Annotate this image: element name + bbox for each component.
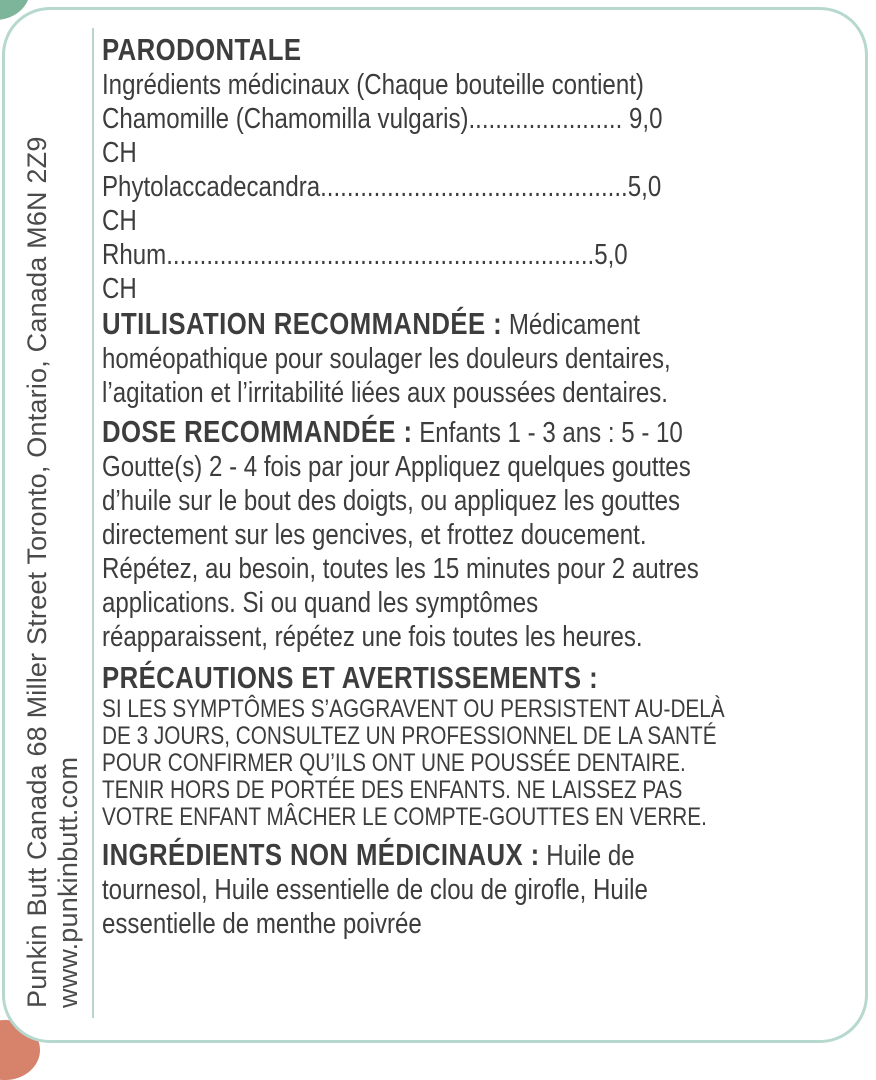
dose-line: réapparaissent, répétez une fois toutes les heures. <box>102 621 643 653</box>
warning-line: POUR CONFIRMER QU’ILS ONT UNE POUSSÉE DENTAIRE. <box>102 749 686 777</box>
warning-line: SI LES SYMPTÔMES S’AGGRAVENT OU PERSISTENT AU-DELÀ <box>102 695 725 723</box>
usage-heading: UTILISATION RECOMMANDÉE : <box>102 306 503 341</box>
ingredient-name: Chamomille (Chamomilla vulgaris) <box>102 103 469 135</box>
dose-line: directement sur les gencives, et frottez doucement. <box>102 519 647 551</box>
dose-line: d’huile sur le bout des doigts, ou appliquez les gouttes <box>102 485 681 517</box>
non-medicinal-section <box>102 837 842 873</box>
ingredient-amount: 5,0 <box>627 171 662 203</box>
warning-line: VOTRE ENFANT MÂCHER LE COMPTE-GOUTTES EN VERRE. <box>102 803 707 831</box>
company-website: www.punkinbutt.com <box>53 756 83 1008</box>
usage-line: Médicament <box>508 309 640 341</box>
dose-line: Enfants 1 - 3 ans : 5 - 10 <box>419 417 683 449</box>
ingredient-dots: ................................................................ <box>166 239 595 271</box>
label-content <box>102 32 842 941</box>
dose-section <box>102 414 842 450</box>
ingredient-amount: 5,0 <box>594 239 628 271</box>
non-medicinal-line: Huile de <box>546 840 635 872</box>
warning-line: DE 3 JOURS, CONSULTEZ UN PROFESSIONNEL DE LA SANTÉ <box>102 722 717 750</box>
dose-line: Goutte(s) 2 - 4 fois par jour Appliquez quelques gouttes <box>102 451 691 483</box>
ingredient-unit: CH <box>102 205 137 237</box>
company-sidebar <box>14 18 92 1018</box>
vertical-divider <box>92 28 94 1018</box>
product-name: PARODONTALE <box>102 32 302 67</box>
dose-heading: DOSE RECOMMANDÉE : <box>102 414 413 449</box>
ingredient-name: Rhum <box>102 239 167 271</box>
usage-line: l’agitation et l’irritabilité liées aux poussées dentaires. <box>102 377 668 409</box>
company-address: Punkin Butt Canada 68 Miller Street Toronto, Ontario, Canada M6N 2Z9 <box>22 136 52 1008</box>
ingredient-row <box>102 170 842 204</box>
dose-line: applications. Si ou quand les symptômes <box>102 587 539 619</box>
warnings-heading: PRÉCAUTIONS ET AVERTISSEMENTS : <box>102 660 599 695</box>
usage-line: homéopathique pour soulager les douleurs dentaires, <box>102 343 671 375</box>
ingredient-dots: .............................................. <box>320 171 628 203</box>
ingredient-unit: CH <box>102 273 137 305</box>
medicinal-intro: Ingrédients médicinaux (Chaque bouteille contient) <box>102 69 644 101</box>
warning-line: TENIR HORS DE PORTÉE DES ENFANTS. NE LAISSEZ PAS <box>102 776 683 804</box>
usage-section <box>102 306 842 342</box>
ingredient-amount: 9,0 <box>629 103 663 135</box>
non-medicinal-heading: INGRÉDIENTS NON MÉDICINAUX : <box>102 837 540 872</box>
ingredient-row <box>102 238 842 272</box>
ingredient-name: Phytolaccadecandra <box>102 171 321 203</box>
non-medicinal-line: tournesol, Huile essentielle de clou de girofle, Huile <box>102 874 648 906</box>
ingredient-unit: CH <box>102 137 137 169</box>
ingredient-row <box>102 102 842 136</box>
non-medicinal-line: essentielle de menthe poivrée <box>102 908 422 940</box>
dose-line: Répétez, au besoin, toutes les 15 minutes pour 2 autres <box>102 553 699 585</box>
ingredient-dots: ....................... <box>468 103 623 135</box>
